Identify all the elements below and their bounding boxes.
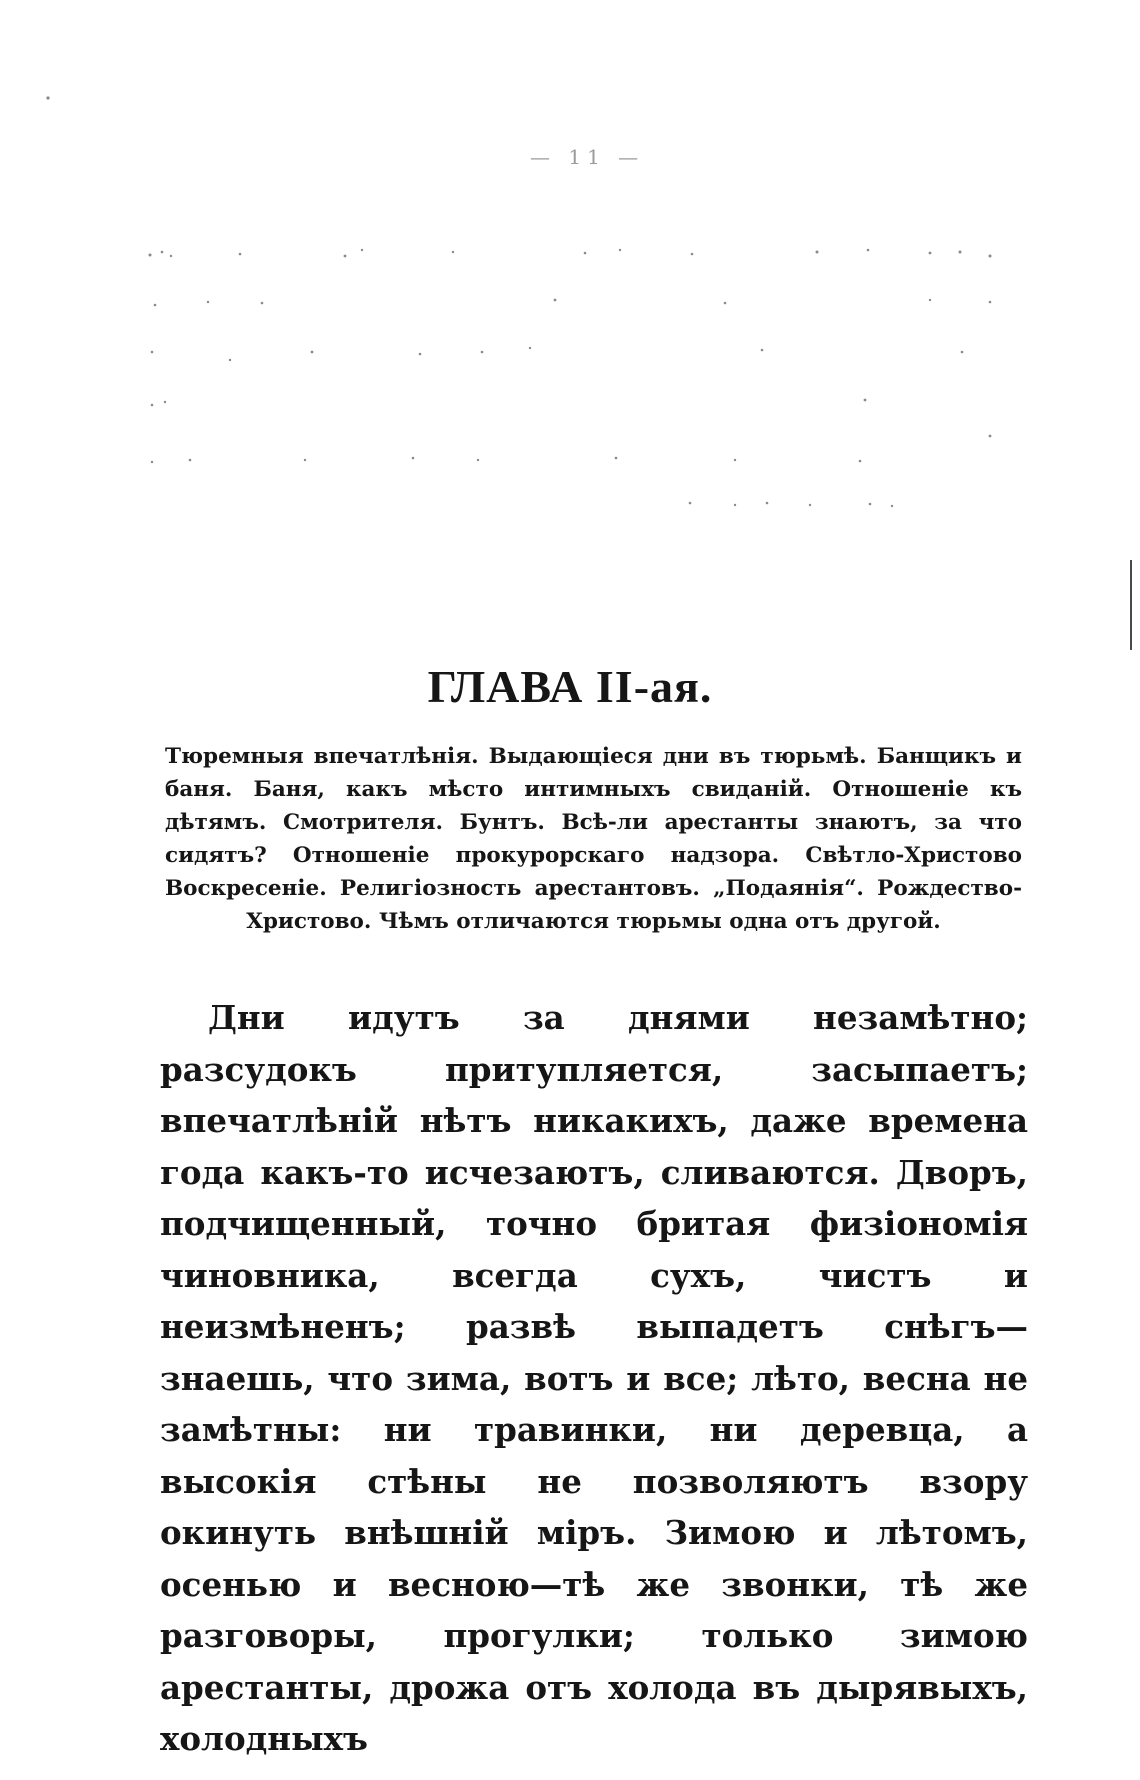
page-number: — 11 — bbox=[530, 145, 645, 169]
chapter-title: ГЛАВА II-ая. bbox=[427, 661, 713, 712]
show-through-marks bbox=[0, 0, 1140, 560]
chapter-summary: Тюремныя впечатлѣнія. Выдающіеся дни въ тюрьмѣ. Банщикъ и баня. Баня, какъ мѣсто интимныхъ свиданій. Отношеніе къ дѣтямъ. Смотрителя. Бунтъ. Всѣ-ли арестанты знаютъ, за что сидятъ? Отношеніе прокурорскаго надзора. Свѣтло-Христово Воскресеніе. Религіозность арестантовъ. „Подаянія“. Рождество-Христово. Чѣмъ отличаются тюрьмы одна отъ другой. bbox=[165, 744, 1022, 934]
body-paragraph: Дни идутъ за днями незамѣтно; разсудокъ притупляется, засыпаетъ; впечатлѣній нѣтъ никакихъ, даже времена года какъ-то исчезаютъ, сливаются. Дворъ, подчищенный, точно бритая физіономія чиновника, всегда сухъ, чистъ и неизмѣненъ; развѣ выпадетъ снѣгъ—знаешь, что зима, вотъ и все; лѣто, весна не замѣтны: ни травинки, ни деревца, а высокія стѣны не позволяютъ взору окинуть внѣшній міръ. Зимою и лѣтомъ, осенью и весною—тѣ же звонки, тѣ же разговоры, прогулки; только зимою арестанты, дрожа отъ холода въ дырявыхъ, холодныхъ bbox=[160, 998, 1028, 1758]
page-edge-mark bbox=[1130, 560, 1132, 650]
